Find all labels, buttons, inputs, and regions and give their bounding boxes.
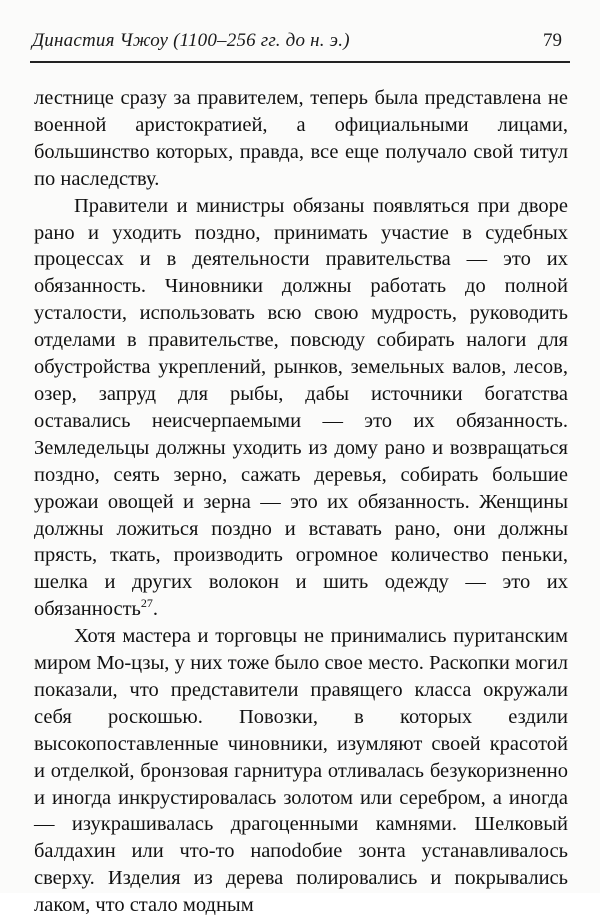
paragraph-duties — [34, 193, 568, 624]
paragraph-text: лестнице сразу за правителем, теперь была представлена не военной аристократией, а официальными лицами, большинство которых, правда, все еще получало свой титул по наследству. — [34, 87, 568, 190]
header-rule — [30, 61, 570, 63]
footnote-marker: 27 — [140, 596, 153, 611]
paragraph-text: Хотя мастера и торговцы не принимались пуританским миром Мо-цзы, у них тоже было свое место. Раскопки могил показали, что представители правящего класса окружали себя роскошью. Повозки, в которых ездили высокопоставленные чиновники, изумляют своей красотой и отделкой, бронзовая гарнитура отливалась безукоризненно и иногда инкрустировалась золотом или серебром, а иногда — изукрашивалась драгоценными камнями. Шелковый балдахин или что-то напоdобие зонта устанавливалось сверху. Изделия из дерева полировались и покрывались лаком, что стало модным — [34, 625, 568, 917]
chapter-title: Династия Чжоу (1100–256 гг. до н. э.) — [32, 30, 350, 51]
paragraph-text: Правители и министры обязаны появляться при дворе рано и уходить поздно, принимать участие в судебных процессах и в деятельности правительства — это их обязанность. Чиновники должны работать до полной усталости, использовать всю свою мудрость, руководить отделами в правительстве, повсюду собирать налоги для обустройства укреплений, рынков, земельных валов, лесов, озер, запруд для рыбы, дабы источники богатства оставались неисчерпаемыми — это их обязанность. Земледельцы должны уходить из дому рано и возвращаться поздно, сеять зерно, сажать деревья, собирать большие урожаи овощей и зерна — это их обязанность. Женщины должны ложиться поздно и вставать рано, они должны прясть, ткать, производить огромное количество пеньки, шелка и других волокон и шить одежду — это их обязанность — [34, 194, 568, 621]
paragraph-tail: . — [152, 598, 159, 621]
paragraph-craftsmen — [34, 623, 568, 919]
page-number: 79 — [543, 30, 562, 51]
paragraph-continued — [34, 85, 568, 193]
running-head — [30, 30, 570, 56]
body-text — [34, 85, 568, 919]
